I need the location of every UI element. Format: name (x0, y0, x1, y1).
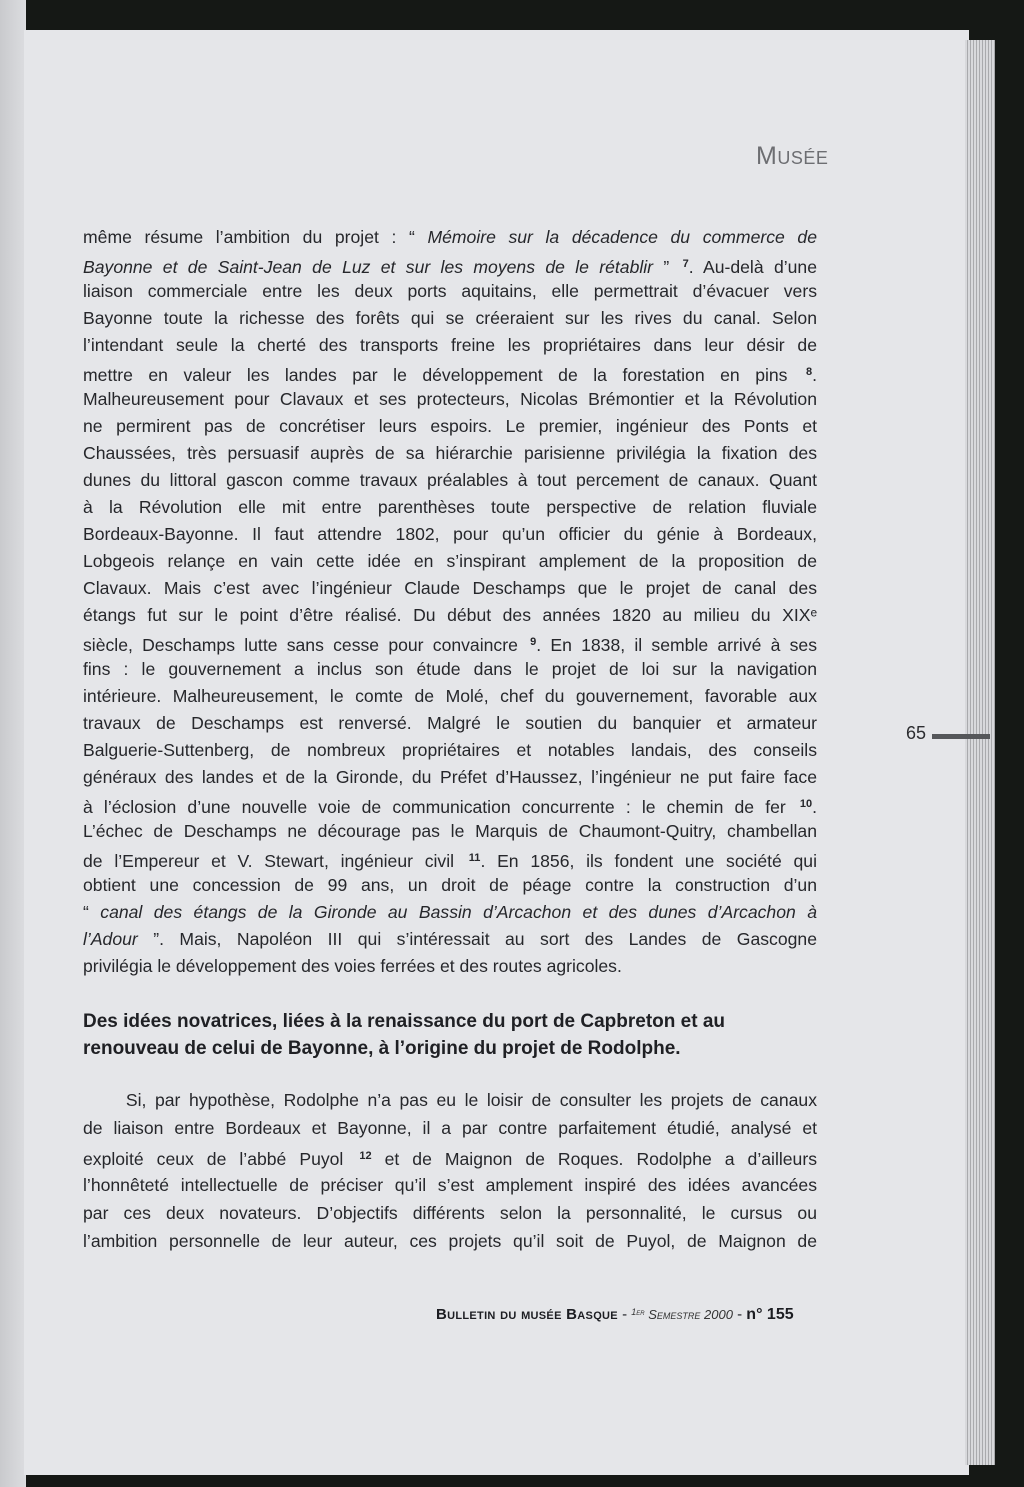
text: l’ambition personnelle de leur auteur, ces projets qu’il soit de Puyol, de Maignon de (83, 1231, 817, 1251)
text: privilégia le développement des voies ferrées et des routes agricoles. (83, 956, 622, 976)
text-line (83, 361, 817, 386)
text: . Au-delà d’une (688, 257, 818, 277)
text-line (83, 226, 817, 248)
text-line (83, 847, 817, 872)
issue-edition (631, 1307, 733, 1322)
text-line (83, 1230, 817, 1252)
text-line (83, 604, 817, 626)
footer-sep: - (617, 1306, 632, 1323)
text: obtient une concession de 99 ans, un droit de péage contre la construction d’un (83, 875, 817, 895)
text-line (83, 874, 817, 896)
text: Bordeaux-Bayonne. Il faut attendre 1802, pour qu’un officier du génie à Bordeaux, (83, 524, 817, 544)
footnote-ref: 11 (468, 852, 481, 864)
text-line (83, 442, 817, 464)
italic-text: l’Adour (83, 929, 138, 949)
text-line (83, 550, 817, 572)
text: liaison commerciale entre les deux ports aquitains, elle permettrait d’évacuer vers (83, 281, 817, 301)
footer-sep: - (732, 1306, 747, 1323)
page-number: 65 (906, 723, 927, 743)
text-line (83, 1145, 817, 1170)
text: Bayonne toute la richesse des forêts qui se créeraient sur les rives du canal. Selon (83, 308, 817, 328)
text: . En 1838, il semble arrivé à ses (536, 635, 817, 655)
text: à la Révolution elle mit entre parenthèses toute perspective de relation fluviale (83, 497, 817, 517)
text: étangs fut sur le point d’être réalisé. Du début des années 1820 au milieu du XIXᵉ (83, 605, 817, 625)
text-line (83, 901, 817, 923)
text-line (83, 928, 817, 950)
page-marker (932, 734, 990, 739)
text: et de Maignon de Roques. Rodolphe a d’ailleurs (371, 1149, 817, 1170)
journal-title: Bulletin du musée Basque (436, 1306, 618, 1323)
text-line (83, 1174, 817, 1196)
text: ne permirent pas de concrétiser leurs espoirs. Le premier, ingénieur des Ponts et (83, 416, 817, 436)
text-line (83, 658, 817, 680)
previous-page-edge (0, 0, 26, 1487)
text: Si, par hypothèse, Rodolphe n’a pas eu le loisir de consulter les projets de canaux (83, 1090, 817, 1110)
text: . (812, 797, 817, 817)
text-line (83, 334, 817, 356)
text-line (83, 685, 817, 707)
text-line (83, 631, 817, 656)
text: l’honnêteté intellectuelle de préciser qu’il s’est amplement inspiré des idées avancées (83, 1174, 817, 1195)
text: l’intendant seule la cherté des transports freine les propriétaires dans leur désir de (83, 335, 817, 355)
text-line (83, 280, 817, 302)
heading-line: Des idées novatrices, liées à la renaissance du port de Capbreton et au (83, 1011, 726, 1032)
text: ”. Mais, Napoléon III qui s’intéressait au sort des Landes de Gascogne (137, 929, 817, 949)
text-line (83, 577, 817, 599)
text-line (83, 1117, 817, 1139)
text: Malheureusement pour Clavaux et ses protecteurs, Nicolas Brémontier et la Révolution (83, 389, 817, 409)
footnote-ref: 12 (359, 1150, 372, 1163)
text-line (83, 712, 817, 734)
page-edges (965, 40, 995, 1465)
text: siècle, Deschamps lutte sans cesse pour convaincre (83, 635, 528, 655)
text-line (83, 739, 817, 761)
text: mettre en valeur les landes par le développement de la forestation en pins (83, 365, 803, 385)
text: de l’Empereur et V. Stewart, ingénieur civil (83, 851, 466, 871)
issue-semester: Semestre 2000 (644, 1307, 733, 1322)
italic-text: Bayonne et de Saint-Jean de Luz et sur les moyens de le rétablir (83, 257, 654, 277)
text: généraux des landes et de la Gironde, du Préfet d’Haussez, l’ingénieur ne put faire face (83, 767, 817, 787)
heading-line: renouveau de celui de Bayonne, à l’origine du projet de Rodolphe. (83, 1038, 681, 1059)
text-line (83, 1202, 817, 1224)
text: ” (653, 257, 680, 277)
text: Balguerie-Suttenberg, de nombreux propriétaires et notables landais, des conseils (83, 740, 817, 760)
text: Chaussées, très persuasif auprès de sa hiérarchie parisienne privilégia la fixation des (83, 443, 817, 463)
footnote-ref: 8 (805, 366, 813, 378)
text: . En 1856, ils fondent une société qui (480, 851, 817, 871)
text: dunes du littoral gascon comme travaux préalables à tout percement de canaux. Quant (83, 470, 817, 490)
italic-text: canal des étangs de la Gironde au Bassin d’Arcachon et des dunes d’Arcachon à (100, 902, 817, 922)
text: “ (83, 902, 101, 922)
text-line (83, 253, 817, 278)
text-line (83, 793, 817, 818)
text-line (83, 415, 817, 437)
italic-text: Mémoire sur la décadence du commerce de (427, 227, 817, 247)
text-line (83, 523, 817, 545)
text-line (83, 820, 817, 842)
text-line (83, 469, 817, 491)
text: de liaison entre Bordeaux et Bayonne, il a par contre parfaitement étudié, analysé et (83, 1118, 817, 1139)
text: fins : le gouvernement a inclus son étude dans le projet de loi sur la navigation (83, 659, 817, 679)
text-line (83, 766, 817, 788)
issue-number: n° 155 (746, 1306, 794, 1323)
footnote-ref: 7 (682, 258, 689, 270)
text-line (83, 955, 817, 977)
footnote-ref: 10 (799, 798, 813, 810)
text: L’échec de Deschamps ne décourage pas le Marquis de Chaumont-Quitry, chambellan (83, 821, 817, 841)
text: intérieure. Malheureusement, le comte de Molé, chef du gouvernement, favorable aux (83, 686, 817, 706)
footer (436, 1306, 794, 1324)
footnote-ref: 9 (530, 636, 537, 648)
text: . (812, 365, 817, 385)
text: travaux de Deschamps est renversé. Malgré le soutien du banquier et armateur (83, 713, 817, 733)
text: même résume l’ambition du projet : “ (83, 227, 428, 247)
text-line (83, 1089, 817, 1111)
text-line (83, 307, 817, 329)
text-line (83, 388, 817, 410)
running-header: Musée (756, 142, 829, 170)
text: par ces deux novateurs. D’objectifs différents selon la personnalité, le cursus ou (83, 1202, 817, 1223)
text: à l’éclosion d’une nouvelle voie de communication concurrente : le chemin de fer (83, 797, 797, 817)
text-line (83, 496, 817, 518)
text: Clavaux. Mais c’est avec l’ingénieur Claude Deschamps que le projet de canal des (83, 578, 817, 598)
text: exploité ceux de l’abbé Puyol (83, 1149, 357, 1170)
text: Lobgeois relançe en vain cette idée en s’inspirant amplement de la proposition de (83, 551, 817, 571)
issue-ordinal: 1er (631, 1307, 645, 1317)
